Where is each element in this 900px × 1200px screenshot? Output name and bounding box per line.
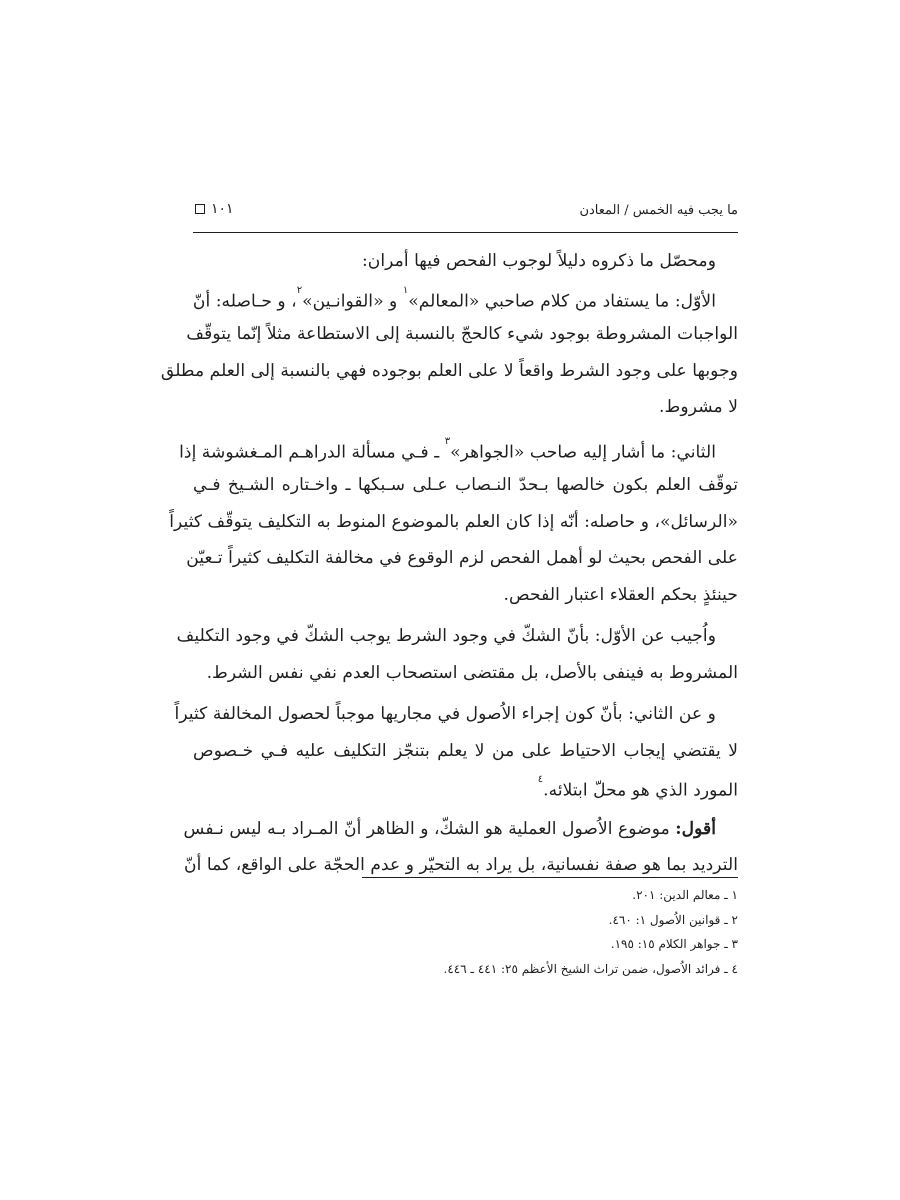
- text-span: الأوّل: ما يستفاد من كلام صاحبي «المعالم»: [408, 291, 716, 312]
- text-line: المشروط به فينفى بالأصل، بل مقتضى استصحاب العدم نفي نفس الشرط.: [206, 662, 738, 683]
- text-line: واُجيب عن الأوّل: بأنّ الشكّ في وجود الشرط يوجب الشكّ في وجود التكليف: [176, 626, 716, 646]
- text-line: على الفحص بحيث لو أهمل الفحص لزم الوقوع في مخالفة التكليف كثيراً تـعيّن: [186, 548, 738, 568]
- footnote: ٤ ـ فرائد الاُصول، ضمن تراث الشيخ الأعظم ٢٥: ٤٤١ ـ ٤٤٦.: [443, 961, 738, 976]
- text-line: وجوبها على وجود الشرط واقعاً لا على العلم بوجوده فهي بالنسبة إلى العلم مطلق: [160, 360, 738, 381]
- header-rule: [193, 232, 738, 233]
- text-span: ، و حـاصله: أنّ: [192, 291, 297, 312]
- text-span: ـ فـي مسألة الدراهـم المـغشوشة إذا: [179, 442, 445, 463]
- emphasis-word: أقول:: [675, 818, 716, 839]
- text-line: [193, 769, 738, 806]
- text-line: و عن الثاني: بأنّ كون إجراء الاُصول في مجاريها موجباً لحصول المخالفة كثيراً: [174, 704, 716, 724]
- text-line: «الرسائل»، و حاصله: أنّه إذا كان العلم بالموضوع المنوط به التكليف يتوقّف كثيراً: [169, 511, 738, 532]
- footnote: ٢ ـ قوانين الاُصول ١: ٤٦٠.: [608, 912, 738, 927]
- footnote-ref: ٣: [444, 435, 451, 447]
- text-line: توقّف العلم بكون خالصها بـحدّ النـصاب عـلى سـبكها ـ واخـتاره الشـيخ فـي: [193, 475, 738, 495]
- footnote: ٣ ـ جواهر الكلام ١٥: ١٩٥.: [610, 937, 738, 951]
- text-line: الواجبات المشروطة بوجود شيء كالحجّ بالنسبة إلى الاستطاعة مثلاً إنّما يتوقّف: [186, 324, 738, 344]
- running-header: [193, 197, 738, 227]
- paragraph-intro-line: ومحصّل ما ذكروه دليلاً لوجوب الفحص فيها أمران:: [361, 251, 716, 271]
- text-line: [193, 280, 738, 317]
- main-text: [160, 243, 738, 884]
- footnote: ١ ـ معالم الدين: ٢٠١.: [632, 888, 738, 902]
- footnote-ref: ١: [402, 284, 409, 296]
- text-span: و «القوانـين»: [302, 291, 403, 312]
- text-span: الثاني: ما أشار إليه صاحب «الجواهر»: [450, 442, 716, 463]
- text-span: موضوع الاُصول العملية هو الشكّ، و الظاهر أنّ المـراد بـه ليس نـفس: [183, 818, 676, 839]
- text-line: لا مشروط.: [659, 397, 738, 417]
- text-span: المورد الذي هو محلّ ابتلائه.: [543, 780, 738, 801]
- text-line: الترديد بما هو صفة نفسانية، بل يراد به التحيّر و عدم الحجّة على الواقع، كما أنّ: [184, 855, 738, 875]
- text-line: [183, 811, 738, 848]
- header-title: ما يجب فيه الخمس / المعادن: [579, 203, 738, 218]
- text-line: [179, 431, 738, 468]
- footnote-rule: [362, 877, 738, 878]
- text-line: لا يقتضي إيجاب الاحتياط على من لا يعلم بتنجّز التكليف عليه فـي خـصوص: [193, 740, 738, 761]
- text-line: حينئذٍ بحكم العقلاء اعتبار الفحص.: [503, 584, 738, 605]
- square-icon: [195, 204, 205, 214]
- footnotes: [300, 883, 738, 981]
- header-page-marker: [195, 201, 234, 217]
- page-number: ١٠١: [211, 201, 234, 217]
- footnote-ref: ٤: [537, 774, 544, 785]
- footnote-ref: ٢: [296, 284, 303, 296]
